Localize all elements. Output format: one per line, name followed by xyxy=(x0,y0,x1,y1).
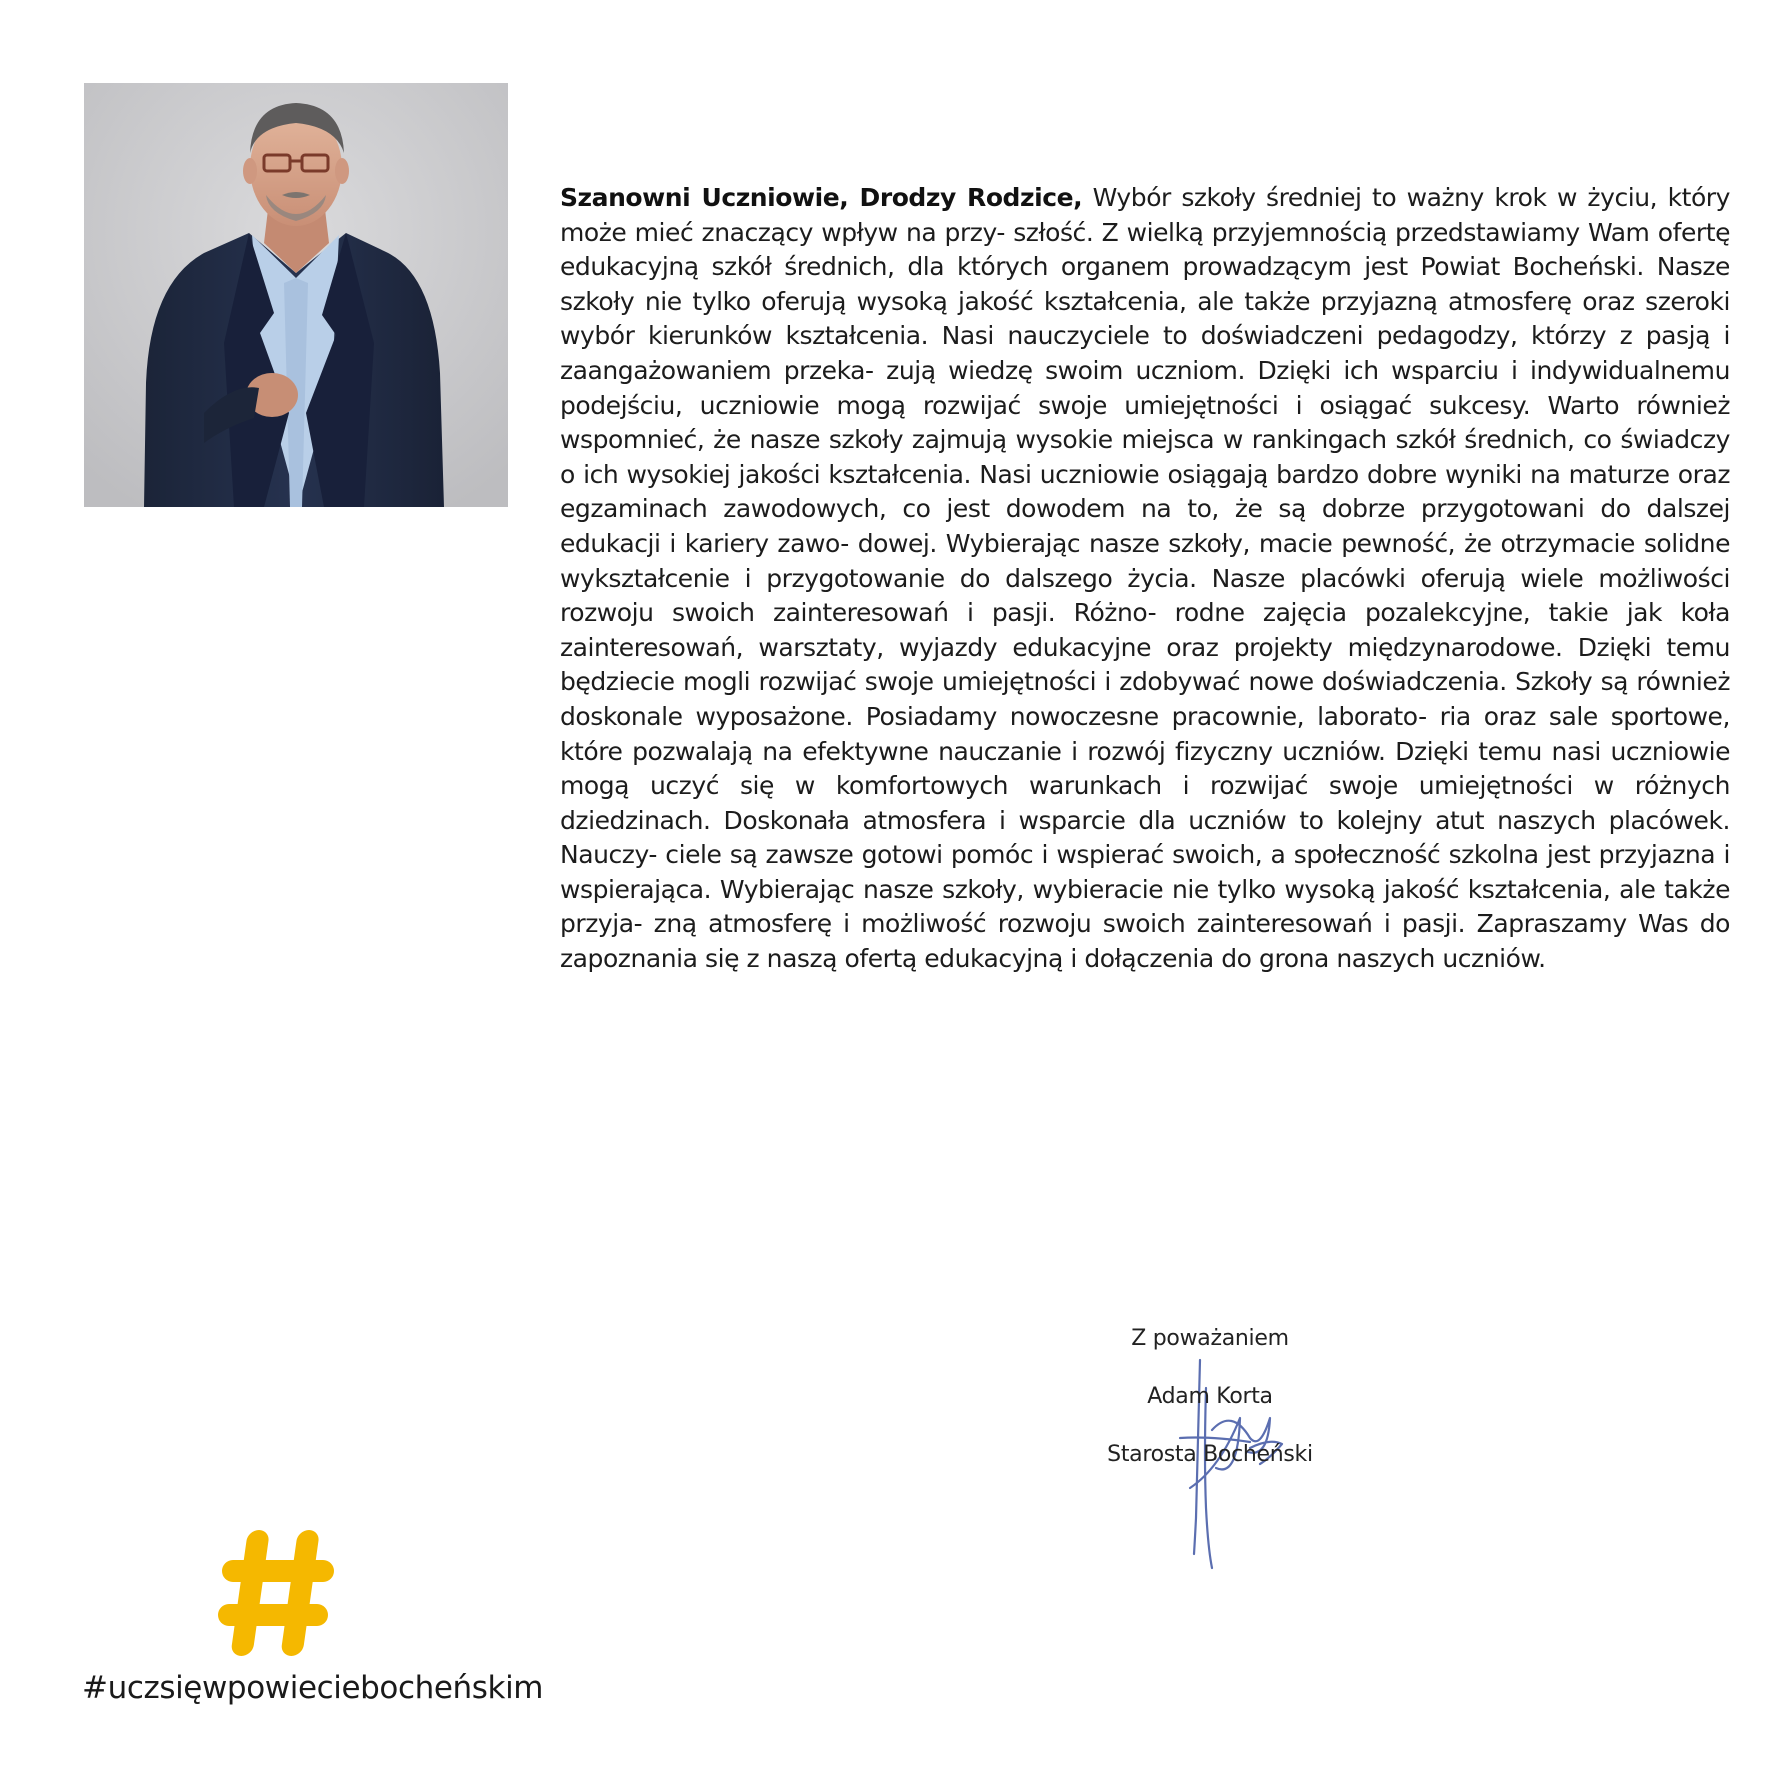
portrait-illustration xyxy=(84,83,508,507)
letter-greeting: Szanowni Uczniowie, Drodzy Rodzice, xyxy=(560,183,1083,212)
letter-body xyxy=(560,181,1730,977)
signatory-title: Starosta Bocheński xyxy=(1107,1442,1313,1467)
closing-block xyxy=(1060,1318,1360,1578)
campaign-hashtag: #uczsięwpowieciebocheńskim xyxy=(82,1670,544,1706)
portrait-photo xyxy=(84,83,508,507)
hash-icon xyxy=(218,1530,336,1656)
closing-salutation: Z poważaniem xyxy=(1131,1326,1289,1351)
letter-text: Wybór szkoły średniej to ważny krok w życiu, który może mieć znaczący wpływ na przy- szłość. Z wielką przyjemnością przedstawiamy Wam ofertę edukacyjną szkół średnich, dla których organem prowadzącym jest Powiat Bocheński. Nasze szkoły nie tylko oferują wysoką jakość kształcenia, ale także przyjazną atmosferę oraz szeroki wybór kierunków kształcenia. Nasi nauczyciele to doświadczeni pedagodzy, którzy z pasją i zaangażowaniem przeka- zują wiedzę swoim uczniom. Dzięki ich wsparciu i indywidualnemu podejściu, uczniowie mogą rozwijać swoje umiejętności i osiągać sukcesy. Warto również wspomnieć, że nasze szkoły zajmują wysokie miejsca w rankingach szkół średnich, co świadczy o ich wysokiej jakości kształcenia. Nasi uczniowie osiągają bardzo dobre wyniki na maturze oraz egzaminach zawodowych, co jest dowodem na to, że są dobrze przygotowani do dalszej edukacji i kariery zawo- dowej. Wybierając nasze szkoły, macie pewność, że otrzymacie solidne wykształcenie i przygotowanie do dalszego życia. Nasze placówki oferują wiele możliwości rozwoju swoich zainteresowań i pasji. Różno- rodne zajęcia pozalekcyjne, takie jak koła zainteresowań, warsztaty, wyjazdy edukacyjne oraz projekty międzynarodowe. Dzięki temu będziecie mogli rozwijać swoje umiejętności i zdobywać nowe doświadczenia. Szkoły są również doskonale wyposażone. Posiadamy nowoczesne pracownie, laborato- ria oraz sale sportowe, które pozwalają na efektywne nauczanie i rozwój fizyczny uczniów. Dzięki temu nasi uczniowie mogą uczyć się w komfortowych warunkach i rozwijać swoje umiejętności w różnych dziedzinach. Doskonała atmosfera i wsparcie dla uczniów to kolejny atut naszych placówek. Nauczy- ciele są zawsze gotowi pomóc i wspierać swoich, a społeczność szkolna jest przyjazna i wspierająca. Wybierając nasze szkoły, wybieracie nie tylko wysoką jakość kształcenia, ale także przyja- zną atmosferę i możliwość rozwoju swoich zainteresowań i pasji. Zapraszamy Was do zapoznania się z naszą ofertą edukacyjną i dołączenia do grona naszych uczniów. xyxy=(560,183,1730,974)
signatory-name: Adam Korta xyxy=(1147,1384,1273,1409)
